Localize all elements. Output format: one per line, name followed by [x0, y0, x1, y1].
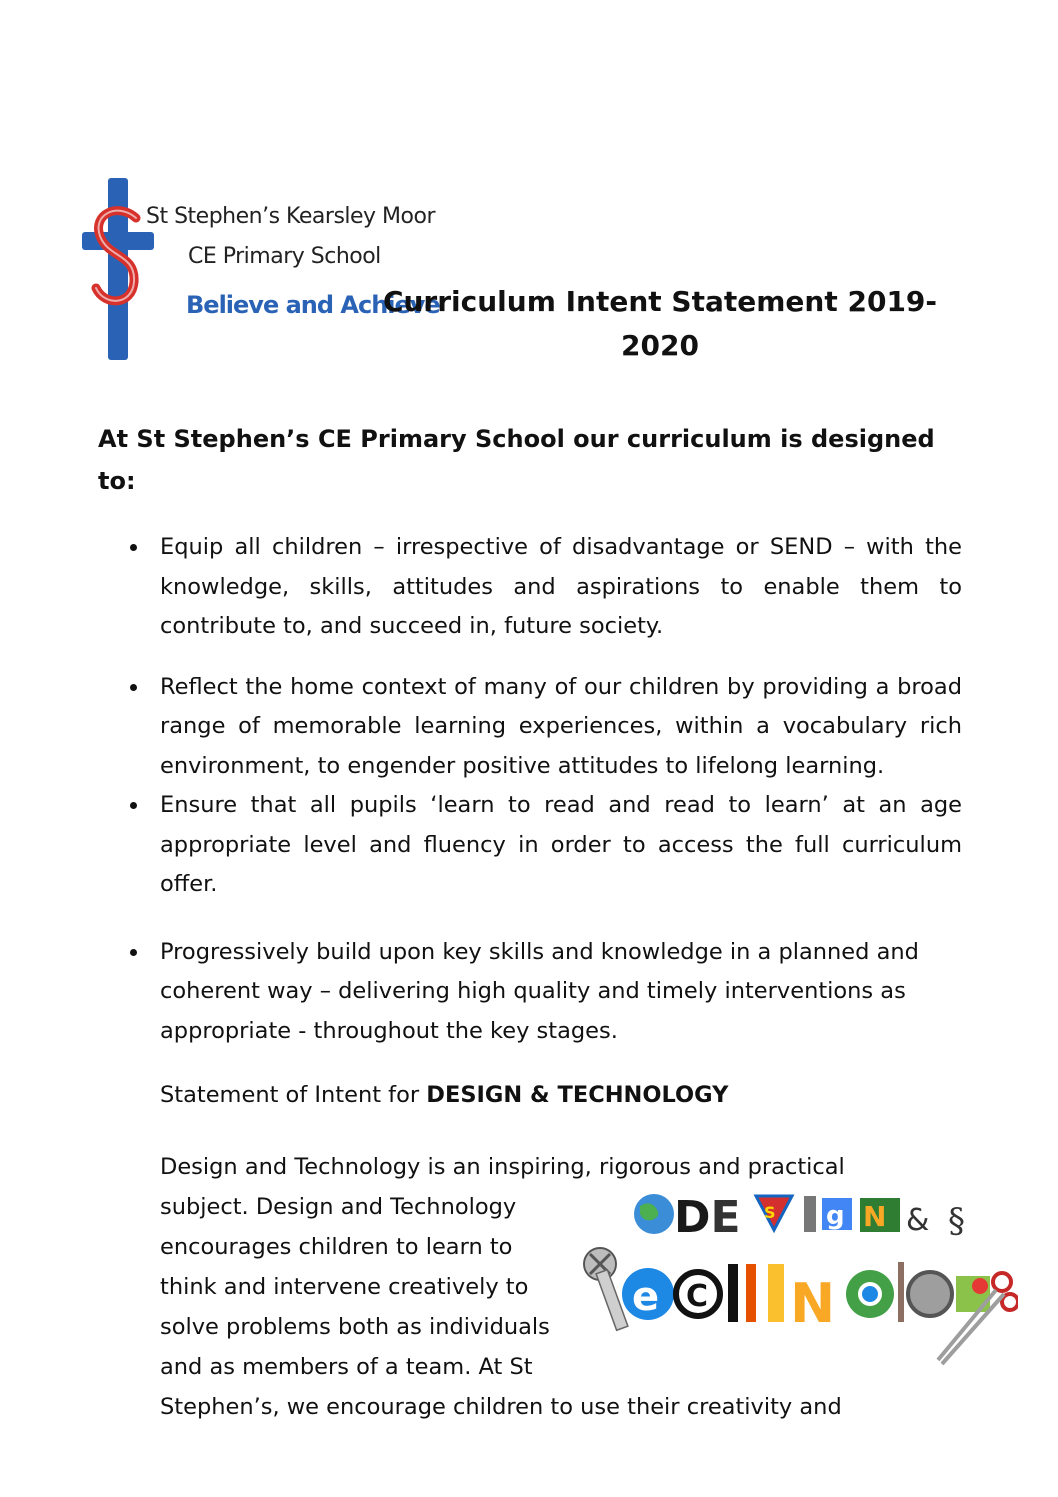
svg-text:N: N	[863, 1200, 887, 1233]
scissors-icon	[993, 1273, 1011, 1291]
svg-text:S: S	[764, 1203, 776, 1222]
list-item: Ensure that all pupils ‘learn to read and read to learn’ at an age appropriate level and fluency in order to access the full curriculum offer.	[130, 786, 962, 905]
logo-school-name-line1: St Stephen’s Kearsley Moor	[146, 204, 436, 229]
paragraph-line: Design and Technology is an inspiring, rigorous and practical	[160, 1154, 845, 1180]
title-line2: 2020	[621, 329, 699, 362]
svg-text:C: C	[686, 1279, 709, 1314]
title-line1: Curriculum Intent Statement 2019-	[382, 285, 938, 318]
school-logo	[78, 174, 440, 364]
paragraph-line: solve problems both as individuals	[160, 1314, 550, 1340]
paragraph-line: encourages children to learn to	[160, 1234, 513, 1260]
svg-text:§: §	[948, 1201, 965, 1241]
cross-vertical-bar	[108, 178, 128, 360]
paragraph-line: and as members of a team. At St	[160, 1354, 533, 1380]
logo-school-name-line2: CE Primary School	[188, 244, 381, 269]
list-item: Equip all children – irrespective of disadvantage or SEND – with the knowledge, skills, attitudes and aspirations to enable them to contribute to, and succeed in, future society.	[130, 528, 962, 647]
paragraph-line: Stephen’s, we encourage children to use their creativity and	[160, 1394, 842, 1420]
statement-heading	[160, 1077, 728, 1113]
cross-horizontal-bar	[82, 232, 154, 250]
letter-h-part	[728, 1264, 738, 1322]
letter-n: N	[790, 1272, 836, 1335]
list-item: Progressively build upon key skills and knowledge in a planned and coherent way – delivering high quality and timely interventions as appropriate - throughout the key stages.	[130, 933, 962, 1052]
svg-text:g: g	[826, 1201, 845, 1231]
cross-emblem-icon	[78, 174, 158, 364]
intro-heading	[98, 418, 958, 502]
list-item: Reflect the home context of many of our children by providing a broad range of memorable learning experiences, within a vocabulary rich environment, to engender positive attitudes to lifelong learning.	[130, 668, 962, 787]
ruler-icon	[768, 1264, 784, 1322]
tool-icon	[804, 1196, 816, 1232]
statement-subject: DESIGN & TECHNOLOGY	[426, 1082, 729, 1108]
paragraph-line: subject. Design and Technology	[160, 1194, 517, 1220]
page-title	[380, 280, 940, 368]
word1-letters: DE	[674, 1192, 741, 1243]
intro-line2: to:	[98, 467, 136, 495]
svg-text:e: e	[632, 1274, 660, 1320]
gear-icon	[908, 1272, 952, 1316]
pickaxe-icon	[898, 1262, 904, 1322]
design-technology-illustration	[578, 1182, 1018, 1372]
paragraph-line: think and intervene creatively to	[160, 1274, 529, 1300]
statement-prefix: Statement of Intent for	[160, 1082, 427, 1108]
design-technology-logo-icon	[578, 1182, 1018, 1372]
curriculum-aims-list	[130, 528, 962, 1051]
logo-motto: Believe and Achieve	[186, 291, 440, 319]
intro-line1: At St Stephen’s CE Primary School our curriculum is designed	[98, 425, 935, 453]
ampersand: &	[906, 1203, 930, 1238]
